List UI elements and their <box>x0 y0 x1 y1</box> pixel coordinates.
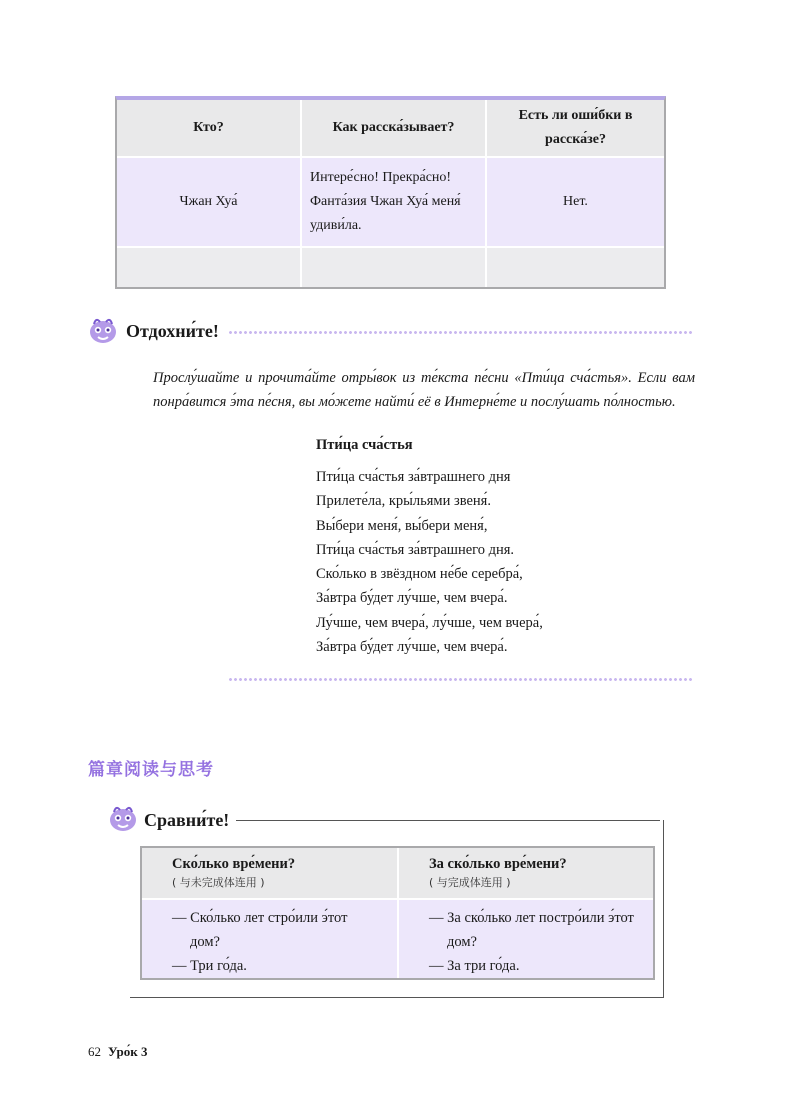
table-empty-cell <box>487 248 664 287</box>
lyric-line: Ско́лько в звёздном не́бе серебра́, <box>316 566 523 583</box>
table-header-who: Кто? <box>117 100 300 156</box>
compare-header-text: Ско́лько вре́мени? <box>172 856 296 872</box>
lyric-line: Пти́ца сча́стья за́втрашнего дня. <box>316 541 515 558</box>
who-how-errors-table <box>115 96 666 289</box>
dialog-line: — За три го́да. <box>429 958 520 974</box>
song-title: Пти́ца сча́стья <box>316 437 413 453</box>
dialog-line: дом? <box>190 934 220 950</box>
section-heading: 篇章阅读与思考 <box>88 760 214 780</box>
page-number: 62 <box>88 1044 101 1059</box>
compare-header-text: За ско́лько вре́мени? <box>429 856 567 872</box>
table-cell-who: Чжан Хуа́ <box>117 158 300 246</box>
dotted-divider <box>228 677 694 682</box>
table-header-how: Как расска́зывает? <box>302 100 485 156</box>
how-line: удиви́ла. <box>310 218 362 233</box>
song-lyrics <box>316 465 543 659</box>
how-line: Интере́сно! Прекра́сно! <box>310 170 452 185</box>
dialog-line: дом? <box>447 934 477 950</box>
smiley-face-icon <box>108 803 138 833</box>
how-line: Фанта́зия Чжан Хуа́ меня́ <box>310 194 461 209</box>
lyric-line: Лу́чше, чем вчера́, лу́чше, чем вчера́, <box>316 614 543 631</box>
lyric-line: Пти́ца сча́стья за́втрашнего дня <box>316 469 511 485</box>
table-header-errors: Есть ли оши́бки в расска́зе? <box>487 100 664 156</box>
dotted-divider <box>228 330 694 335</box>
lyric-line: За́втра бу́дет лу́чше, чем вчера́. <box>316 590 508 607</box>
compare-header-right <box>399 848 653 898</box>
table-cell-how <box>302 158 485 246</box>
compare-header-note: ( 与未完成体连用 ) <box>172 876 265 889</box>
compare-body-right <box>399 900 653 978</box>
table-empty-cell <box>302 248 485 287</box>
rest-section-title: Отдохни́те! <box>126 321 219 341</box>
dialog-line: — Три го́да. <box>172 958 247 974</box>
compare-title-rule <box>236 820 660 821</box>
smiley-face-icon <box>88 315 118 345</box>
dialog-line: — Ско́лько лет стро́или э́тот <box>172 910 348 926</box>
compare-header-note: ( 与完成体连用 ) <box>429 876 511 889</box>
compare-title: Сравни́те! <box>144 810 235 831</box>
lesson-label: Уро́к 3 <box>108 1044 148 1059</box>
lyric-line: Прилете́ла, кры́льями звеня́. <box>316 493 491 510</box>
compare-table <box>140 846 655 980</box>
song-instruction: Прослу́шайте и прочита́йте отры́вок из те́кста пе́сни «Пти́ца сча́стья». Если вам понра́вится э́та пе́сня, вы мо́жете найти́ её в Интерне́те и послу́шать по́лностью. <box>153 370 695 410</box>
table-empty-cell <box>117 248 300 287</box>
lyric-line: За́втра бу́дет лу́чше, чем вчера́. <box>316 639 508 656</box>
lyric-line: Вы́бери меня́, вы́бери меня́, <box>316 517 488 534</box>
dialog-line: — За ско́лько лет постро́или э́тот <box>429 910 634 926</box>
compare-header-left <box>142 848 397 898</box>
compare-body-left <box>142 900 397 978</box>
table-cell-errors: Нет. <box>487 158 664 246</box>
